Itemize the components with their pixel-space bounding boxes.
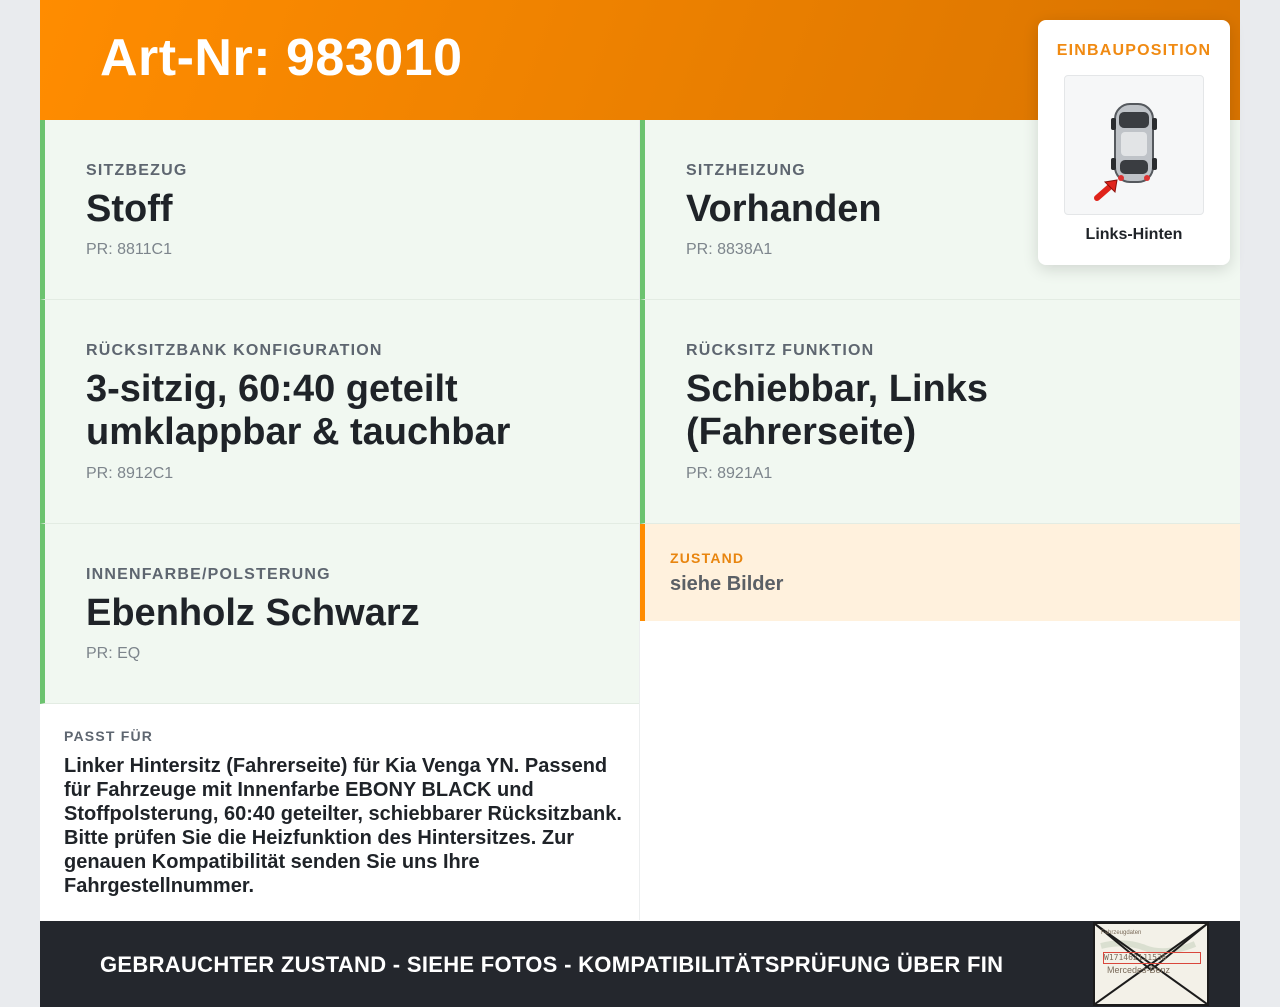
spec-pr-code: PR: EQ xyxy=(86,645,141,662)
spec-value: Vorhanden xyxy=(686,188,882,230)
position-value: Links-Hinten xyxy=(1085,226,1183,243)
condition-box xyxy=(640,524,1240,621)
condition-label: ZUSTAND xyxy=(670,550,745,566)
stamp-vin: W1714621J1536 xyxy=(1103,952,1201,964)
spec-value xyxy=(86,368,510,454)
spec-value-line: 3-sitzig, 60:40 geteilt xyxy=(86,368,458,410)
spec-value: Stoff xyxy=(86,188,173,230)
stamp-brand: Mercedes-Benz xyxy=(1107,965,1171,975)
footer-text: GEBRAUCHTER ZUSTAND - SIEHE FOTOS - KOMPATIBILITÄTSPRÜFUNG ÜBER FIN xyxy=(100,952,1004,977)
spec-pr-code: PR: 8838A1 xyxy=(686,241,773,258)
position-label: EINBAUPOSITION xyxy=(1056,42,1212,59)
spec-value-line: (Fahrerseite) xyxy=(686,411,917,453)
spec-interior-color xyxy=(40,524,639,704)
spec-rear-bench-config xyxy=(40,300,639,524)
condition-value: siehe Bilder xyxy=(670,573,784,595)
document-stamp-thumbnail[interactable] xyxy=(1093,922,1209,1006)
spec-label: RÜCKSITZBANK KONFIGURATION xyxy=(86,342,383,359)
red-arrow-icon xyxy=(1097,180,1117,198)
stamp-header: Fahrzeugdaten xyxy=(1101,930,1142,936)
spec-value-line: umklappbar & tauchbar xyxy=(86,411,511,453)
spec-pr-code: PR: 8811C1 xyxy=(86,241,172,258)
article-number-title: Art-Nr: 983010 xyxy=(100,29,463,87)
car-top-view-icon xyxy=(1065,76,1203,214)
spec-label: SITZBEZUG xyxy=(86,162,188,179)
spec-label: RÜCKSITZ FUNKTION xyxy=(686,342,875,359)
envelope-icon xyxy=(1095,924,1207,1004)
spec-pr-code: PR: 8912C1 xyxy=(86,465,174,482)
spec-value-line: Schiebbar, Links xyxy=(686,368,988,410)
spec-pr-code: PR: 8921A1 xyxy=(686,465,773,482)
spec-value xyxy=(686,368,988,454)
footer-bar xyxy=(40,921,1240,1007)
spec-rear-seat-function xyxy=(640,300,1240,524)
spec-value: Ebenholz Schwarz xyxy=(86,592,420,634)
spec-label: INNENFARBE/POLSTERUNG xyxy=(86,566,331,583)
installation-position-card xyxy=(1038,20,1230,265)
fits-section xyxy=(64,728,624,898)
spec-seat-cover xyxy=(40,120,639,300)
spec-label: SITZHEIZUNG xyxy=(686,162,806,179)
fits-description: Linker Hintersitz (Fahrerseite) für Kia Venga YN. Passend für Fahrzeuge mit Innenfarbe EBONY BLACK und Stoffpolsterung, 60:40 geteilter, schiebbarer Rücksitzbank. Bitte prüfen Sie die Heizfunktion des Hintersitzes. Zur genauen Kompatibilität senden Sie uns Ihre Fahrgestellnummer. xyxy=(64,755,622,897)
position-image xyxy=(1064,75,1204,215)
fits-label: PASST FÜR xyxy=(64,728,154,744)
